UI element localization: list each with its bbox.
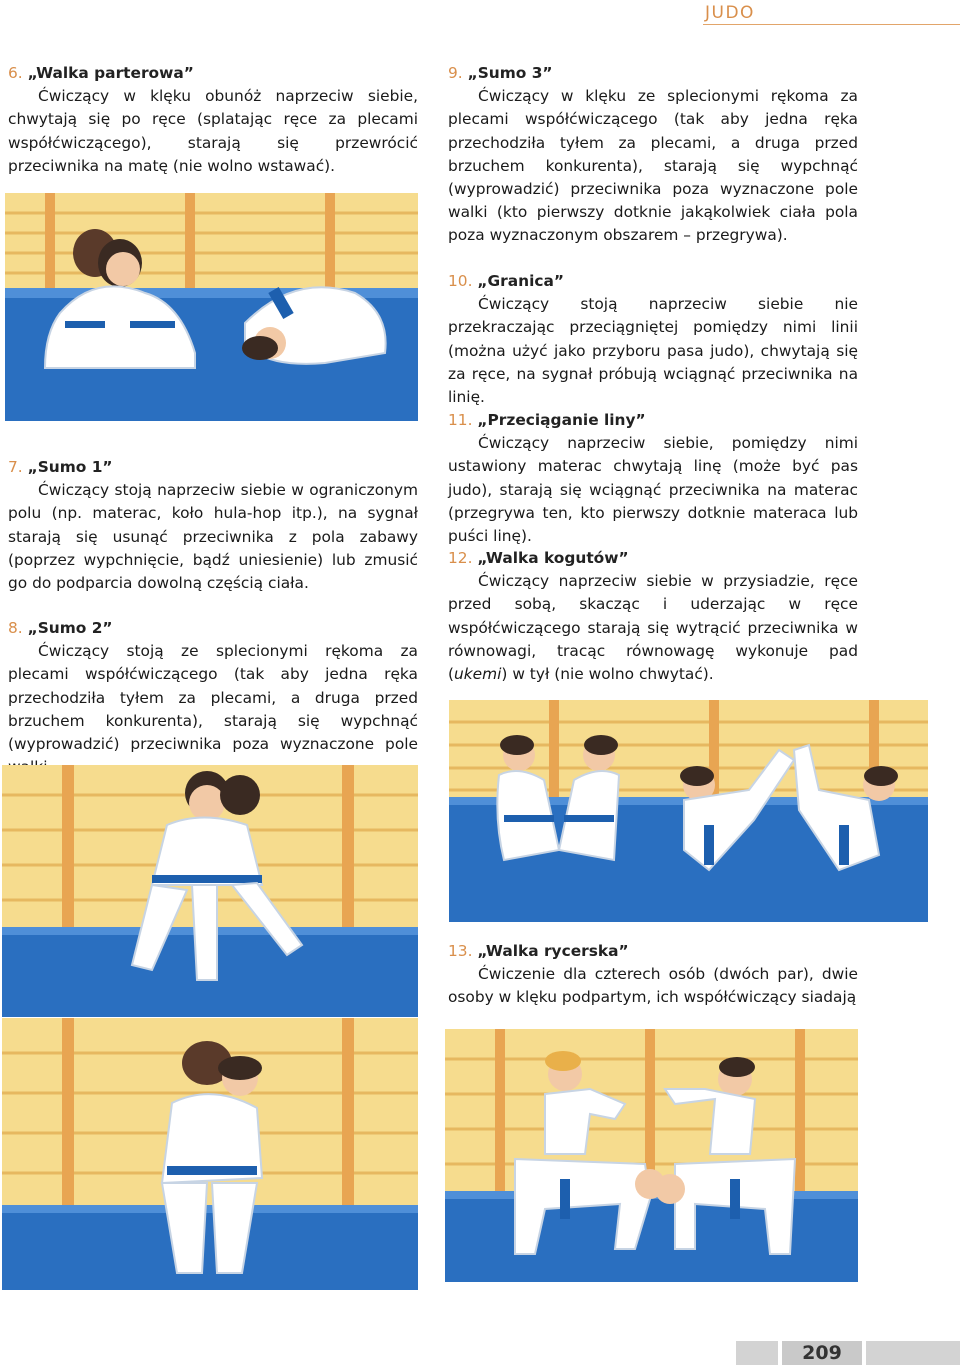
exercise-text: Ćwiczący stoją naprzeciw siebie nie przekraczając przeciągniętej pomiędzy nimi linii (można użyć jako przyboru pasa judo), chwytają się za ręce, na sygnał próbują wciągnąć przeciwnika na linię. xyxy=(448,295,858,407)
exercise-title: „Sumo 3” xyxy=(467,64,553,82)
exercise-title: „Walka kogutów” xyxy=(477,549,629,567)
illustration-walka-parterowa xyxy=(5,193,418,421)
exercise-8 xyxy=(8,617,418,779)
footer-bar-right xyxy=(866,1341,960,1365)
footer-bar-left xyxy=(736,1341,778,1365)
exercise-number: 12. xyxy=(448,549,473,567)
exercise-number: 9. xyxy=(448,64,463,82)
exercise-text: Ćwiczący naprzeciw siebie w przysiadzie, ręce przed sobą, skacząc i uderzając w ręce współćwiczącego starają się wytrącić przeciwnika w równowagi, tracąc równowagę wykonuje pad (ukemi) w tył (nie wolno chwytać). xyxy=(448,572,858,684)
exercise-number: 10. xyxy=(448,272,473,290)
exercise-13 xyxy=(448,940,858,1010)
illustration-sumo-kneeling xyxy=(2,1018,418,1290)
exercise-11 xyxy=(448,409,858,548)
illustration-sumo-standing xyxy=(2,765,418,1017)
exercise-title: „Walka rycerska” xyxy=(477,942,629,960)
ukemi-term: ukemi xyxy=(454,665,502,684)
exercise-text: Ćwiczący w klęku obunóż naprzeciw siebie, chwytają się po ręce (splatając ręce za plecami współćwiczącego), starają się przewrócić przeciwnika na matę (nie wolno wstawać). xyxy=(8,87,418,175)
exercise-9 xyxy=(448,62,858,248)
exercise-title: „Sumo 2” xyxy=(27,619,113,637)
exercise-title: „Przeciąganie liny” xyxy=(477,411,646,429)
section-label: JUDO xyxy=(705,3,755,23)
exercise-title: „Walka parterowa” xyxy=(27,64,194,82)
exercise-text: Ćwiczenie dla czterech osób (dwóch par), dwie osoby w klęku podpartym, ich współćwiczący siadają xyxy=(448,965,858,1007)
exercise-6 xyxy=(8,62,418,178)
exercise-text: Ćwiczący stoją ze splecionymi rękoma za plecami współćwiczącego (tak aby jedna ręka przechodziła tyłem za plecami, a druga przed brzuchem konkurenta), starają się wypchnąć (wyprowadzić) przeciwnika poza wyznaczone pole xyxy=(8,642,418,754)
header-rule xyxy=(703,24,960,25)
exercise-10 xyxy=(448,270,858,409)
exercise-text: Ćwiczący w klęku ze splecionymi rękoma za plecami współćwiczącego (tak aby jedna ręka przechodziła tyłem za plecami, a druga przed brzuchem konkurenta), starają się wypchnąć (wyprowadzić) przeciwnika poza wyznaczone pole walki (kto pierwszy dotknie jakąkolwiek ciała pola poza wyznaczonym obszarem – przegrywa). xyxy=(448,87,858,245)
exercise-text: Ćwiczący naprzeciw siebie, pomiędzy nimi ustawiony materac chwytają linę (może być pas judo), starają się wciągnąć przeciwnika na materac (przegrywa ten, kto pierwszy dotknie materaca lub puści linę). xyxy=(448,434,858,546)
exercise-number: 6. xyxy=(8,64,23,82)
exercise-title: „Granica” xyxy=(477,272,564,290)
illustration-walka-rycerska xyxy=(445,1029,858,1282)
exercise-number: 11. xyxy=(448,411,473,429)
page-number: 209 xyxy=(782,1341,862,1365)
illustration-walka-kogutow xyxy=(449,700,928,922)
exercise-text: Ćwiczący stoją naprzeciw siebie w ograniczonym polu (np. materac, koło hula-hop itp.), na sygnał starają się usunąć przeciwnika z pola zabawy (poprzez wypchnięcie, bądź uniesienie) lub zmusić go do podparcia dowolną częścią ciała. xyxy=(8,481,418,593)
exercise-number: 7. xyxy=(8,458,23,476)
exercise-7 xyxy=(8,456,418,595)
exercise-12 xyxy=(448,547,858,686)
exercise-number: 8. xyxy=(8,619,23,637)
exercise-number: 13. xyxy=(448,942,473,960)
exercise-title: „Sumo 1” xyxy=(27,458,113,476)
